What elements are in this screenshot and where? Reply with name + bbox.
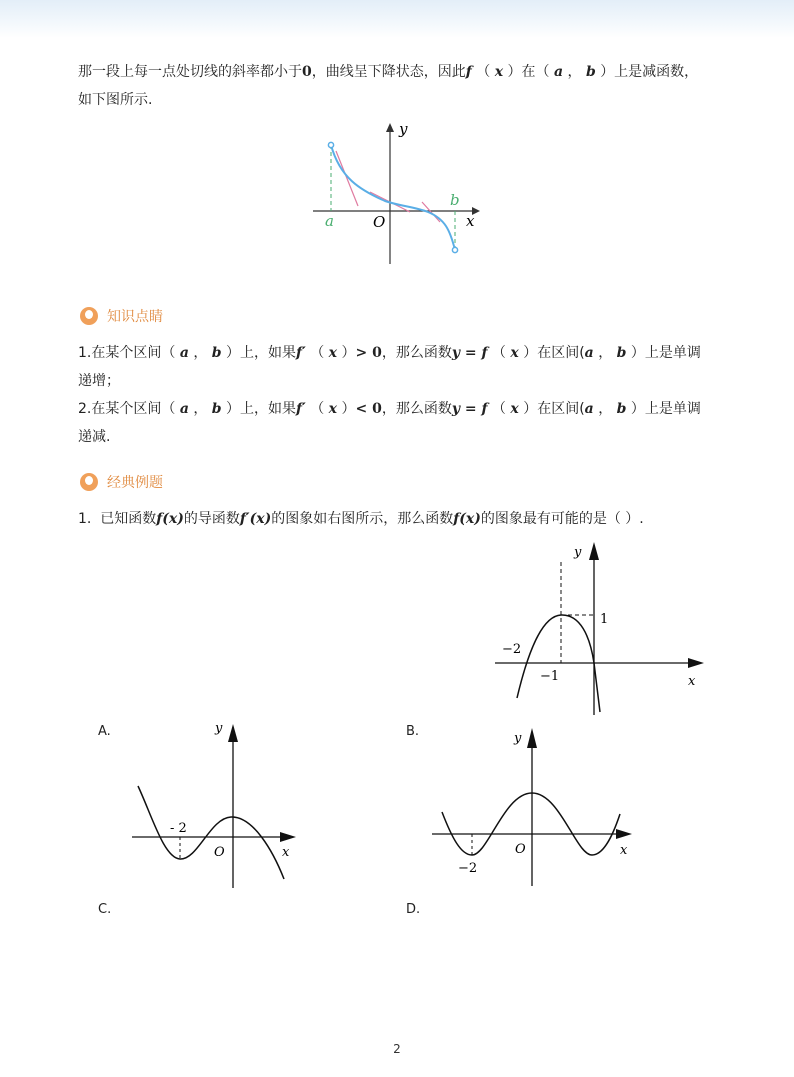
graph-b-label-neg2: −2 <box>458 861 478 876</box>
lightbulb-icon <box>80 473 98 491</box>
intro-paragraph <box>78 58 708 114</box>
derivative-graph <box>490 540 710 718</box>
option-d-label[interactable]: D. <box>406 902 421 917</box>
decreasing-function-figure <box>300 118 490 268</box>
page-number: 2 <box>393 1042 401 1056</box>
deriv-x-label: x <box>688 674 696 689</box>
option-b-label[interactable]: B. <box>406 724 420 739</box>
question-1: 1. 已知函数f(x)的导函数f′(x)的图象如右图所示，那么函数f(x)的图象最有可能的是（ ）. <box>78 511 644 527</box>
graph-a-label-neg2: - 2 <box>170 821 187 836</box>
graph-a-origin: O <box>214 845 225 860</box>
graph-a-x-label: x <box>282 845 290 860</box>
knowledge-paragraph <box>78 339 708 451</box>
graph-b-x-label: x <box>620 843 628 858</box>
origin-label: O <box>373 213 386 231</box>
section-example-title: 经典例题 <box>107 475 163 491</box>
deriv-label-neg2: −2 <box>502 642 522 657</box>
b-label: b <box>450 191 460 209</box>
section-example-header <box>80 471 163 493</box>
option-a-label[interactable]: A. <box>98 724 111 739</box>
option-c-label[interactable]: C. <box>98 902 112 917</box>
y-axis-label: y <box>399 120 408 138</box>
option-a-graph <box>128 716 303 891</box>
intro-line-2: 如下图所示. <box>78 92 153 108</box>
header-band <box>0 0 794 38</box>
option-b-graph <box>428 716 643 891</box>
section-knowledge-title: 知识点睛 <box>107 309 163 325</box>
knowledge-item-1-cont: 递增； <box>78 373 120 389</box>
deriv-y-label: y <box>574 545 582 560</box>
intro-line-1: 那一段上每一点处切线的斜率都小于0，曲线呈下降状态，因此f （ x ）在（ a ， b ）上是减函数， <box>78 64 699 80</box>
lightbulb-icon <box>80 307 98 325</box>
section-knowledge-header <box>80 305 163 327</box>
graph-b-origin: O <box>515 842 526 857</box>
knowledge-item-1: 1.在某个区间（ a ， b ）上，如果f′ （ x ）> 0，那么函数y = f （ x ）在区间(a ， b ）上是单调 <box>78 345 701 361</box>
graph-a-y-label: y <box>215 721 223 736</box>
knowledge-item-2: 2.在某个区间（ a ， b ）上，如果f′ （ x ）< 0，那么函数y = f （ x ）在区间(a ， b ）上是单调 <box>78 401 701 417</box>
deriv-label-neg1: −1 <box>540 669 560 684</box>
knowledge-item-2-cont: 递减. <box>78 429 111 445</box>
x-axis-label: x <box>466 212 475 230</box>
graph-b-y-label: y <box>514 731 522 746</box>
deriv-label-1: 1 <box>600 612 609 627</box>
a-label: a <box>325 212 334 230</box>
